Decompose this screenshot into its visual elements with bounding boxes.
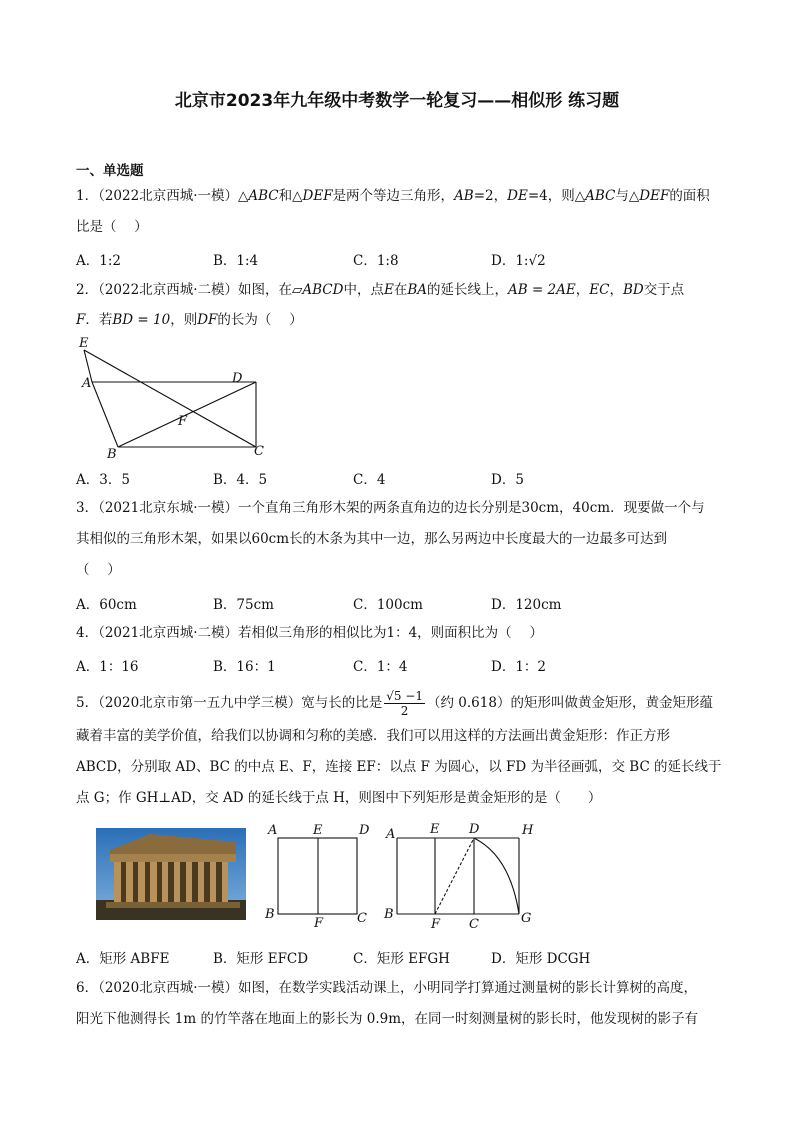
label-B: B <box>384 907 394 922</box>
q5-line-1: 5．（2020北京市第一五九中学三模）宽与长的比是 $\frac{√5 -1}{2}$ （约 0.618）的矩形叫做黄金矩形，黄金矩形蕴 <box>76 689 713 718</box>
parthenon-photo <box>96 828 246 920</box>
golden-ratio-fraction: $\frac{√5 -1}{2}$ <box>386 689 423 718</box>
q4-option-a[interactable]: A．1：16 <box>76 659 139 675</box>
q5-square-figure <box>262 820 374 930</box>
label-A: A <box>386 827 396 842</box>
q3-line-3: （ ） <box>76 562 121 578</box>
q4-option-d[interactable]: D．1：2 <box>491 659 547 675</box>
q2-parallelogram-figure <box>74 334 274 460</box>
q5-option-c[interactable]: C．矩形 EFGH <box>353 951 450 967</box>
q3-line-1: 3．（2021北京东城·一模）一个直角三角形木架的两条直角边的边长分别是30cm，40cm．现要做一个与 <box>76 500 705 516</box>
q1-line-1: 1．（2022北京西城·一模）△ABC和△DEF是两个等边三角形，AB=2，DE=4，则△ABC与△DEF的面积 <box>76 188 710 204</box>
q5-option-a[interactable]: A．矩形 ABFE <box>76 951 170 967</box>
q1-option-c[interactable]: C．1:8 <box>353 253 399 269</box>
q1-option-a[interactable]: A．1:2 <box>76 253 121 269</box>
q3-line-2: 其相似的三角形木架，如果以60cm长的木条为其中一边，那么另两边中长度最大的一边最多可达到 <box>76 531 668 547</box>
q5-line-2: 藏着丰富的美学价值，给我们以协调和匀称的美感．我们可以用这样的方法画出黄金矩形：作正方形 <box>76 728 670 744</box>
q4-options <box>76 655 726 673</box>
page-title: 北京市2023年九年级中考数学一轮复习——相似形 练习题 <box>174 91 620 111</box>
q6-line-1: 6．（2020北京西城·一模）如图，在数学实践活动课上，小明同学打算通过测量树的影长计算树的高度， <box>76 980 697 996</box>
q3-option-b[interactable]: B．75cm <box>213 597 274 613</box>
q5-option-b[interactable]: B．矩形 EFCD <box>213 951 309 967</box>
q4-line-1: 4．（2021北京西城·二模）若相似三角形的相似比为1：4，则面积比为（ ） <box>76 625 543 641</box>
label-C: C <box>254 444 264 459</box>
q5-option-d[interactable]: D．矩形 DCGH <box>491 951 591 967</box>
label-A: A <box>268 823 278 838</box>
label-H: H <box>522 823 534 838</box>
q6-line-2: 阳光下他测得长 1m 的竹竿落在地面上的影长为 0.9m，在同一时刻测量树的影长时，他发现树的影子有 <box>76 1011 699 1027</box>
q5-line-4: 点 G；作 GH⊥AD，交 AD 的延长线于点 H，则图中下列矩形是黄金矩形的是（ ） <box>76 790 602 806</box>
q5-line-3: ABCD，分别取 AD、BC 的中点 E、F，连接 EF：以点 F 为圆心，以 FD 为半径画弧，交 BC 的延长线于 <box>76 759 722 775</box>
q2-option-a[interactable]: A．3．5 <box>76 472 130 488</box>
label-E: E <box>79 336 89 351</box>
q2-line-1: 2．（2022北京西城·二模）如图，在▱ABCD中，点E在BA的延长线上，AB = 2AE，EC，BD交于点 <box>76 282 685 298</box>
label-B: B <box>107 447 117 460</box>
q3-option-a[interactable]: A．60cm <box>76 597 137 613</box>
q5-golden-rectangle-figure <box>382 818 542 930</box>
q2-options <box>76 468 726 486</box>
label-B: B <box>265 907 275 922</box>
q5-options <box>76 947 726 965</box>
q3-option-c[interactable]: C．100cm <box>353 597 423 613</box>
label-F: F <box>314 916 324 930</box>
q2-line-2: F．若BD = 10，则DF的长为（ ） <box>76 312 303 328</box>
q1-option-d[interactable]: D．1:√2 <box>491 253 546 269</box>
label-C: C <box>357 911 367 926</box>
label-C: C <box>469 917 479 930</box>
q4-option-c[interactable]: C．1：4 <box>353 659 408 675</box>
q4-option-b[interactable]: B．16：1 <box>213 659 276 675</box>
q1-option-b[interactable]: B．1:4 <box>213 253 259 269</box>
q2-option-b[interactable]: B．4．5 <box>213 472 268 488</box>
q1-options <box>76 249 726 267</box>
label-F: F <box>431 917 441 930</box>
label-A: A <box>82 376 92 391</box>
q2-option-d[interactable]: D．5 <box>491 472 524 488</box>
label-D: D <box>232 371 243 386</box>
q3-options <box>76 593 726 611</box>
q3-option-d[interactable]: D．120cm <box>491 597 562 613</box>
q2-option-c[interactable]: C．4 <box>353 472 386 488</box>
q1-line-2: 比是（ ） <box>76 219 148 235</box>
label-E: E <box>313 823 323 838</box>
label-E: E <box>430 822 440 837</box>
label-F: F <box>178 414 188 429</box>
section-heading: 一、单选题 <box>76 163 144 179</box>
label-D: D <box>359 823 370 838</box>
label-D: D <box>469 822 480 837</box>
label-G: G <box>521 911 532 926</box>
